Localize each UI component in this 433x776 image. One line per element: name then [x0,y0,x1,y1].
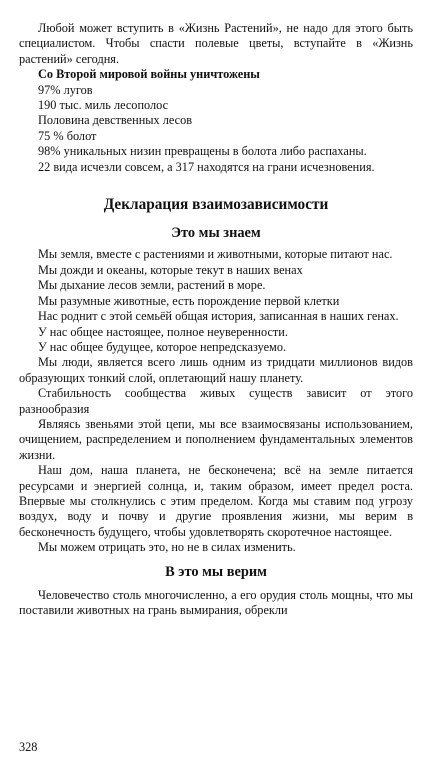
declaration-paragraph: Мы можем отрицать это, но не в силах изменить. [38,540,296,555]
declaration-paragraph: У нас общее настоящее, полное неуверенности. [38,324,288,339]
final-paragraph: Человечество столь многочисленно, а его орудия столь мощны, что мы поставили животных на грань вымирания, обрекли [19,588,413,618]
declaration-paragraph: У нас общее будущее, которое непредсказуемо. [38,339,287,354]
declaration-paragraph: Являясь звеньями этой цепи, мы все взаимосвязаны использованием, очищением, распределением и пополнением фундаментальных элементов жизни. [19,416,413,462]
stat-item: 190 тыс. миль лесополос [38,98,169,113]
stat-item: 97% лугов [38,82,93,97]
stats-block [19,67,413,175]
stats-heading: Со Второй мировой войны уничтожены [38,67,260,82]
intro-paragraph: Любой может вступить в «Жизнь Растений», не надо для этого быть специалистом. Чтобы спасти полевые цветы, вступайте в «Жизнь растений» сегодня. [19,21,413,66]
stat-item: Половина девственных лесов [38,113,193,128]
stat-item: 75 % болот [38,128,97,143]
declaration-paragraph: Стабильность сообщества живых существ зависит от этого разнообразия [19,386,413,416]
declaration-paragraph: Мы дожди и океаны, которые текут в наших венах [38,262,303,277]
declaration-paragraph: Наш дом, наша планета, не бесконечена; всё на земле питается ресурсами и энергией солнца, и, таким образом, имеет предел роста. Впервые мы столкнулись с этим пределом. Когда мы ставим под угрозу воздух, воду и почву и другие проявления жизни, мы верим в бесконечность будущего, чтобы удовлетворять скоротечное настоящее. [19,463,413,539]
stat-item: 98% уникальных низин превращены в болота либо распаханы. [38,144,367,159]
declaration-paragraph: Нас роднит с этой семьёй общая история, записанная в наших генах. [38,309,399,324]
declaration-paragraph: Мы разумные животные, есть порождение первой клетки [38,293,340,308]
declaration-paragraph: Мы земля, вместе с растениями и животными, которые питают нас. [38,247,393,262]
subsection-title: Это мы знаем [171,225,261,242]
declaration-paragraph: Мы люди, является всего лишь одним из тридцати миллионов видов образующих тонкий слой, оплетающий нашу планету. [19,355,413,385]
subsection-title: В это мы верим [165,563,267,580]
stat-item: 22 вида исчезли совсем, а 317 находятся на грани исчезновения. [38,159,375,174]
declaration-paragraph: Мы дыхание лесов земли, растений в море. [38,278,266,293]
page-number: 328 [19,740,38,754]
declaration-body [19,247,413,555]
section-title: Декларация взаимозависимости [103,196,329,214]
